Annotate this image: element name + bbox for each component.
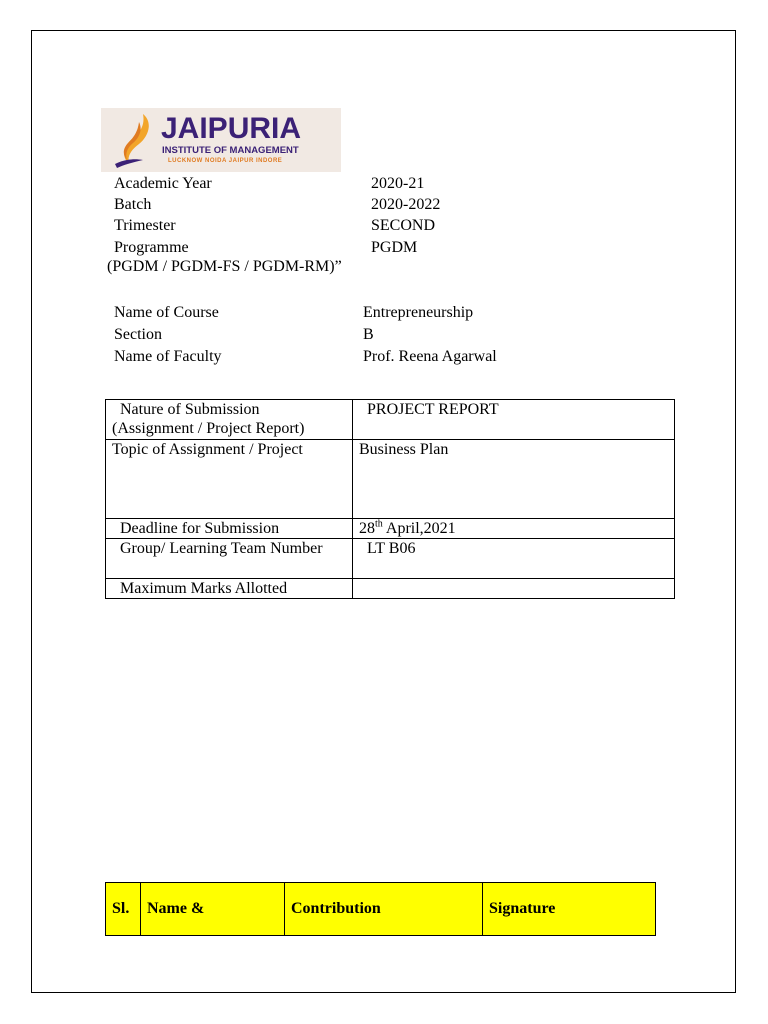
deadline-label [106,519,353,539]
logo-subtitle: INSTITUTE OF MANAGEMENT [162,145,299,156]
trimester-label: Trimester [114,217,176,234]
jaipuria-logo [101,108,341,172]
nature-label [106,400,353,440]
faculty-label: Name of Faculty [114,348,222,365]
group-value [353,539,675,579]
faculty-value: Prof. Reena Agarwal [363,348,497,365]
course-label: Name of Course [114,304,219,321]
flame-icon [109,110,159,170]
nature-label-line2: (Assignment / Project Report) [112,420,305,437]
batch-value: 2020-2022 [371,196,441,213]
marks-label-text: Maximum Marks Allotted [120,580,288,597]
topic-label: Topic of Assignment / Project [106,440,353,519]
nature-value [353,400,675,440]
batch-label: Batch [114,196,152,213]
submission-row-group [106,539,675,579]
academic-year-label: Academic Year [114,175,212,192]
marks-value [353,579,675,599]
section-value: B [363,326,374,343]
submission-table [105,399,675,599]
logo-locations: LUCKNOW NOIDA JAIPUR INDORE [168,158,283,164]
members-header-row [106,883,656,936]
nature-value-text: PROJECT REPORT [367,401,499,418]
academic-year-value: 2020-21 [371,175,425,192]
programme-value: PGDM [371,239,418,256]
header-contribution: Contribution [285,883,483,936]
submission-row-marks [106,579,675,599]
course-value: Entrepreneurship [363,304,474,321]
nature-label-line1: Nature of Submission [120,401,260,418]
deadline-suffix: th [375,518,383,530]
submission-row-deadline [106,519,675,539]
group-label [106,539,353,579]
deadline-day: 28 [359,520,375,537]
programme-label: Programme [114,239,189,256]
group-label-text: Group/ Learning Team Number [120,540,323,557]
header-name: Name & [141,883,285,936]
submission-row-nature [106,400,675,440]
group-value-text: LT B06 [367,540,416,557]
marks-label [106,579,353,599]
programme-note: (PGDM / PGDM-FS / PGDM-RM)” [107,258,342,275]
members-table [105,882,656,936]
trimester-value: SECOND [371,217,436,234]
header-sl: Sl. [106,883,141,936]
deadline-rest: April,2021 [382,520,456,537]
deadline-label-text: Deadline for Submission [120,520,280,537]
topic-value: Business Plan [353,440,675,519]
submission-row-topic [106,440,675,519]
section-label: Section [114,326,162,343]
deadline-value [353,519,675,539]
logo-brand: JAIPURIA [161,112,302,145]
header-signature: Signature [483,883,656,936]
